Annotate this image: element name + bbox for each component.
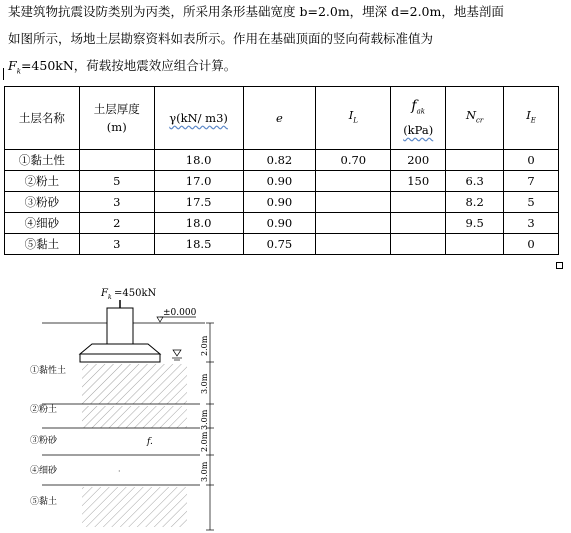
load-symbol: F [8,58,17,73]
layer-label-5: ⑤黏土 [30,497,58,507]
cell-e: 0.75 [243,234,316,255]
dim-label-3: 3.0m [200,409,209,430]
table-row [5,171,559,192]
load-subscript: k [16,67,21,76]
cell-ie: 0 [504,234,559,255]
cell-il [316,213,391,234]
load-label [100,288,157,301]
problem-statement [8,0,564,86]
header-ie: $I_E$ [504,87,559,150]
cell-n: 6.3 [446,171,504,192]
cell-gamma: 17.5 [154,192,243,213]
cell-name: ①黏土性 [5,150,80,171]
text-cursor [3,68,5,80]
elevation-label: ±0.000 [163,308,197,318]
table-row [5,150,559,171]
load-value-label: =450kN [114,288,157,299]
cell-ie: 7 [504,171,559,192]
cell-name: ②粉土 [5,171,80,192]
layer-2-hatch [82,406,187,428]
cell-gamma: 18.0 [154,213,243,234]
cell-ie: 5 [504,192,559,213]
cell-e: 0.90 [243,192,316,213]
table-row [5,234,559,255]
cell-gamma: 18.0 [154,150,243,171]
layer-5-hatch [82,487,187,527]
svg-text:·: · [118,467,121,476]
water-table-marker [172,350,182,360]
table-row [5,213,559,234]
cell-fak: 150 [391,171,446,192]
soil-table [4,86,559,255]
cell-fak [391,234,446,255]
header-thickness: 土层厚度 (m) [79,87,154,150]
load-text: =450kN，荷载按地震效应组合计算。 [20,58,237,73]
dim-label-4: 2.0m [200,431,209,452]
cell-fak [391,192,446,213]
layer-label-4: ④细砂 [30,466,58,476]
layer-label-3: ③粉砂 [30,436,58,446]
cell-gamma: 17.0 [154,171,243,192]
header-name: 土层名称 [5,87,80,150]
cell-il [316,192,391,213]
dim-label-2: 3.0m [200,373,209,394]
dim-label-5: 3.0m [200,461,209,482]
cell-n [446,234,504,255]
cell-e: 0.90 [243,171,316,192]
cell-thickness: 3 [79,234,154,255]
cell-gamma: 18.5 [154,234,243,255]
layer-label-1: ①黏性土 [30,366,67,376]
cell-thickness: 2 [79,213,154,234]
cell-ie: 0 [504,150,559,171]
cell-il: 0.70 [316,150,391,171]
cell-il [316,234,391,255]
cell-thickness: 3 [79,192,154,213]
cell-fak: 200 [391,150,446,171]
load-sub-label: k [108,294,112,301]
problem-line-2: 如图所示，场地土层勘察资料如表所示。作用在基础顶面的竖向荷载标准值为 [8,31,434,46]
header-fak: $f_{ak}$ (kPa) [391,87,446,150]
cell-name: ③粉砂 [5,192,80,213]
cell-name: ④细砂 [5,213,80,234]
cell-il [316,171,391,192]
layer-label-2: ②粉土 [30,405,58,415]
cell-n: 9.5 [446,213,504,234]
cell-n [446,150,504,171]
problem-line-3 [8,52,564,86]
table-resize-handle[interactable] [556,262,563,269]
cell-fak [391,213,446,234]
cell-thickness [79,150,154,171]
header-gamma: γ(kN/ m3) [154,87,243,150]
load-symbol-label: F [101,288,108,299]
cell-thickness: 5 [79,171,154,192]
table-row [5,192,559,213]
header-e: e [243,87,316,150]
cell-ie: 3 [504,213,559,234]
dim-label-1: 2.0m [200,335,209,356]
cell-name: ⑤黏土 [5,234,80,255]
layer-1-hatch [82,364,187,404]
header-il: $I_L$ [316,87,391,150]
header-ncr: $N_{cr}$ [446,87,504,150]
table-header-row [5,87,559,150]
mid-mark: f. [147,437,153,447]
cell-e: 0.90 [243,213,316,234]
soil-profile-figure [0,282,571,533]
foundation [80,308,160,362]
cell-e: 0.82 [243,150,316,171]
problem-line-1: 某建筑物抗震设防类别为丙类，所采用条形基础宽度 b=2.0m，埋深 d=2.0m，地基剖面 [8,4,504,19]
cell-n: 8.2 [446,192,504,213]
